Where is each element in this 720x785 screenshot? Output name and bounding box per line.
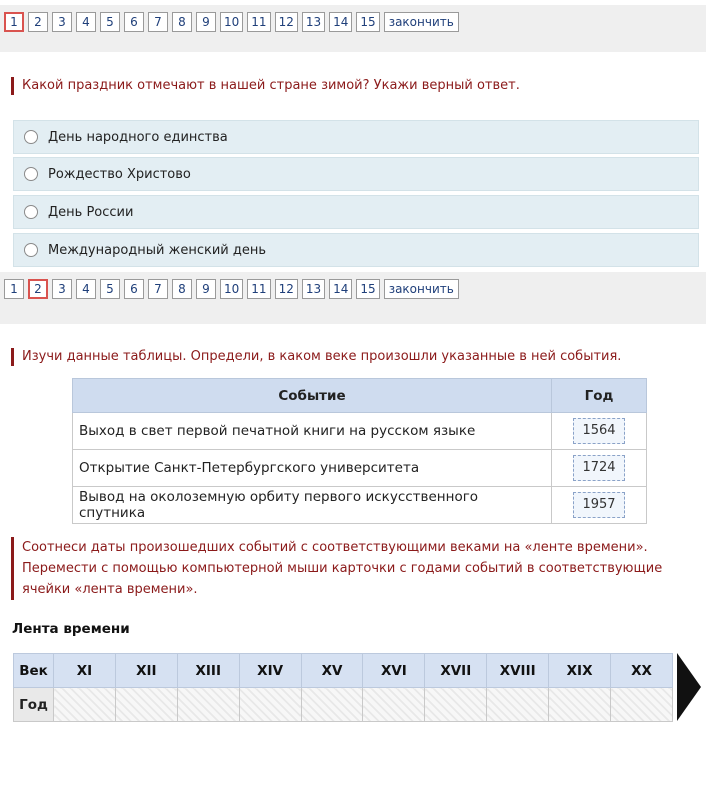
page-button-5[interactable]: 5 <box>100 279 120 299</box>
page-button-8[interactable]: 8 <box>172 279 192 299</box>
question-1-text: Какой праздник отмечают в нашей стране зимой? Укажи верный ответ. <box>11 77 520 95</box>
page-button-10[interactable]: 10 <box>220 279 243 299</box>
year-cell <box>552 450 647 487</box>
page-button-3[interactable]: 3 <box>52 279 72 299</box>
timeline-year-row <box>14 688 673 722</box>
page-button-4[interactable]: 4 <box>76 279 96 299</box>
pagination-buttons <box>0 5 706 32</box>
answer-option-2[interactable] <box>13 157 699 191</box>
century-cell: XVI <box>363 654 425 688</box>
year-cell <box>552 487 647 524</box>
pagination-buttons <box>0 272 706 299</box>
year-card[interactable]: 1724 <box>573 455 625 481</box>
page-button-8[interactable]: 8 <box>172 12 192 32</box>
pagination-bar-second <box>0 272 706 324</box>
year-drop-cell[interactable] <box>239 688 301 722</box>
year-drop-cell[interactable] <box>487 688 549 722</box>
event-cell: Открытие Санкт-Петербургского университета <box>73 450 552 487</box>
century-cell: XI <box>54 654 116 688</box>
radio-icon[interactable] <box>24 205 38 219</box>
year-card[interactable]: 1957 <box>573 492 625 518</box>
page-button-13[interactable]: 13 <box>302 12 325 32</box>
page-button-12[interactable]: 12 <box>275 279 298 299</box>
events-table <box>72 378 647 524</box>
page-button-14[interactable]: 14 <box>329 12 352 32</box>
table-row <box>73 487 647 524</box>
year-cell <box>552 413 647 450</box>
answer-option-4[interactable] <box>13 233 699 267</box>
year-drop-cell[interactable] <box>611 688 673 722</box>
page-button-11[interactable]: 11 <box>247 12 270 32</box>
page-button-15[interactable]: 15 <box>356 12 379 32</box>
answer-option-label: День народного единства <box>48 129 228 145</box>
answer-option-1[interactable] <box>13 120 699 154</box>
century-cell: XX <box>611 654 673 688</box>
page-button-6[interactable]: 6 <box>124 279 144 299</box>
answer-option-label: Международный женский день <box>48 242 266 258</box>
page-button-11[interactable]: 11 <box>247 279 270 299</box>
answer-option-label: День России <box>48 204 134 220</box>
page-button-9[interactable]: 9 <box>196 279 216 299</box>
row-header-century: Век <box>14 654 54 688</box>
year-drop-cell[interactable] <box>115 688 177 722</box>
page-button-2[interactable]: 2 <box>28 279 48 299</box>
century-cell: XIX <box>549 654 611 688</box>
century-cell: XIII <box>177 654 239 688</box>
event-cell: Выход в свет первой печатной книги на русском языке <box>73 413 552 450</box>
row-header-year: Год <box>14 688 54 722</box>
page-button-15[interactable]: 15 <box>356 279 379 299</box>
year-drop-cell[interactable] <box>54 688 116 722</box>
instruction-line-2: Перемести с помощью компьютерной мыши карточки с годами событий в соответствующие ячейки «лента времени». <box>22 561 663 597</box>
answer-option-3[interactable] <box>13 195 699 229</box>
table-row <box>73 450 647 487</box>
radio-icon[interactable] <box>24 167 38 181</box>
table-row <box>73 413 647 450</box>
page-button-4[interactable]: 4 <box>76 12 96 32</box>
pagination-bar-top <box>0 5 706 52</box>
year-drop-cell[interactable] <box>549 688 611 722</box>
column-header-event: Событие <box>73 379 552 413</box>
radio-icon[interactable] <box>24 243 38 257</box>
century-cell: XVIII <box>487 654 549 688</box>
page-button-1[interactable]: 1 <box>4 12 24 32</box>
radio-icon[interactable] <box>24 130 38 144</box>
page-button-13[interactable]: 13 <box>302 279 325 299</box>
year-drop-cell[interactable] <box>301 688 363 722</box>
page-button-5[interactable]: 5 <box>100 12 120 32</box>
page-button-6[interactable]: 6 <box>124 12 144 32</box>
year-card[interactable]: 1564 <box>573 418 625 444</box>
event-cell: Вывод на околоземную орбиту первого искусственного спутника <box>73 487 552 524</box>
page-button-1[interactable]: 1 <box>4 279 24 299</box>
timeline-arrow-icon <box>677 653 701 721</box>
page-button-7[interactable]: 7 <box>148 279 168 299</box>
question-2-text: Изучи данные таблицы. Определи, в каком веке произошли указанные в ней события. <box>11 348 621 366</box>
instruction-line-1: Соотнеси даты произошедших событий с соответствующими веками на «ленте времени». <box>22 540 648 555</box>
year-drop-cell[interactable] <box>425 688 487 722</box>
year-drop-cell[interactable] <box>363 688 425 722</box>
page-button-10[interactable]: 10 <box>220 12 243 32</box>
answer-option-label: Рождество Христово <box>48 166 191 182</box>
column-header-year: Год <box>552 379 647 413</box>
instruction-text <box>11 537 711 600</box>
page-button-12[interactable]: 12 <box>275 12 298 32</box>
finish-button[interactable]: закончить <box>384 12 459 32</box>
page-button-2[interactable]: 2 <box>28 12 48 32</box>
page-button-14[interactable]: 14 <box>329 279 352 299</box>
page-button-7[interactable]: 7 <box>148 12 168 32</box>
century-cell: XII <box>115 654 177 688</box>
page-button-9[interactable]: 9 <box>196 12 216 32</box>
page-button-3[interactable]: 3 <box>52 12 72 32</box>
timeline-century-row <box>14 654 673 688</box>
timeline-table <box>13 653 673 722</box>
finish-button[interactable]: закончить <box>384 279 459 299</box>
timeline-title: Лента времени <box>12 621 130 637</box>
century-cell: XVII <box>425 654 487 688</box>
century-cell: XIV <box>239 654 301 688</box>
century-cell: XV <box>301 654 363 688</box>
year-drop-cell[interactable] <box>177 688 239 722</box>
